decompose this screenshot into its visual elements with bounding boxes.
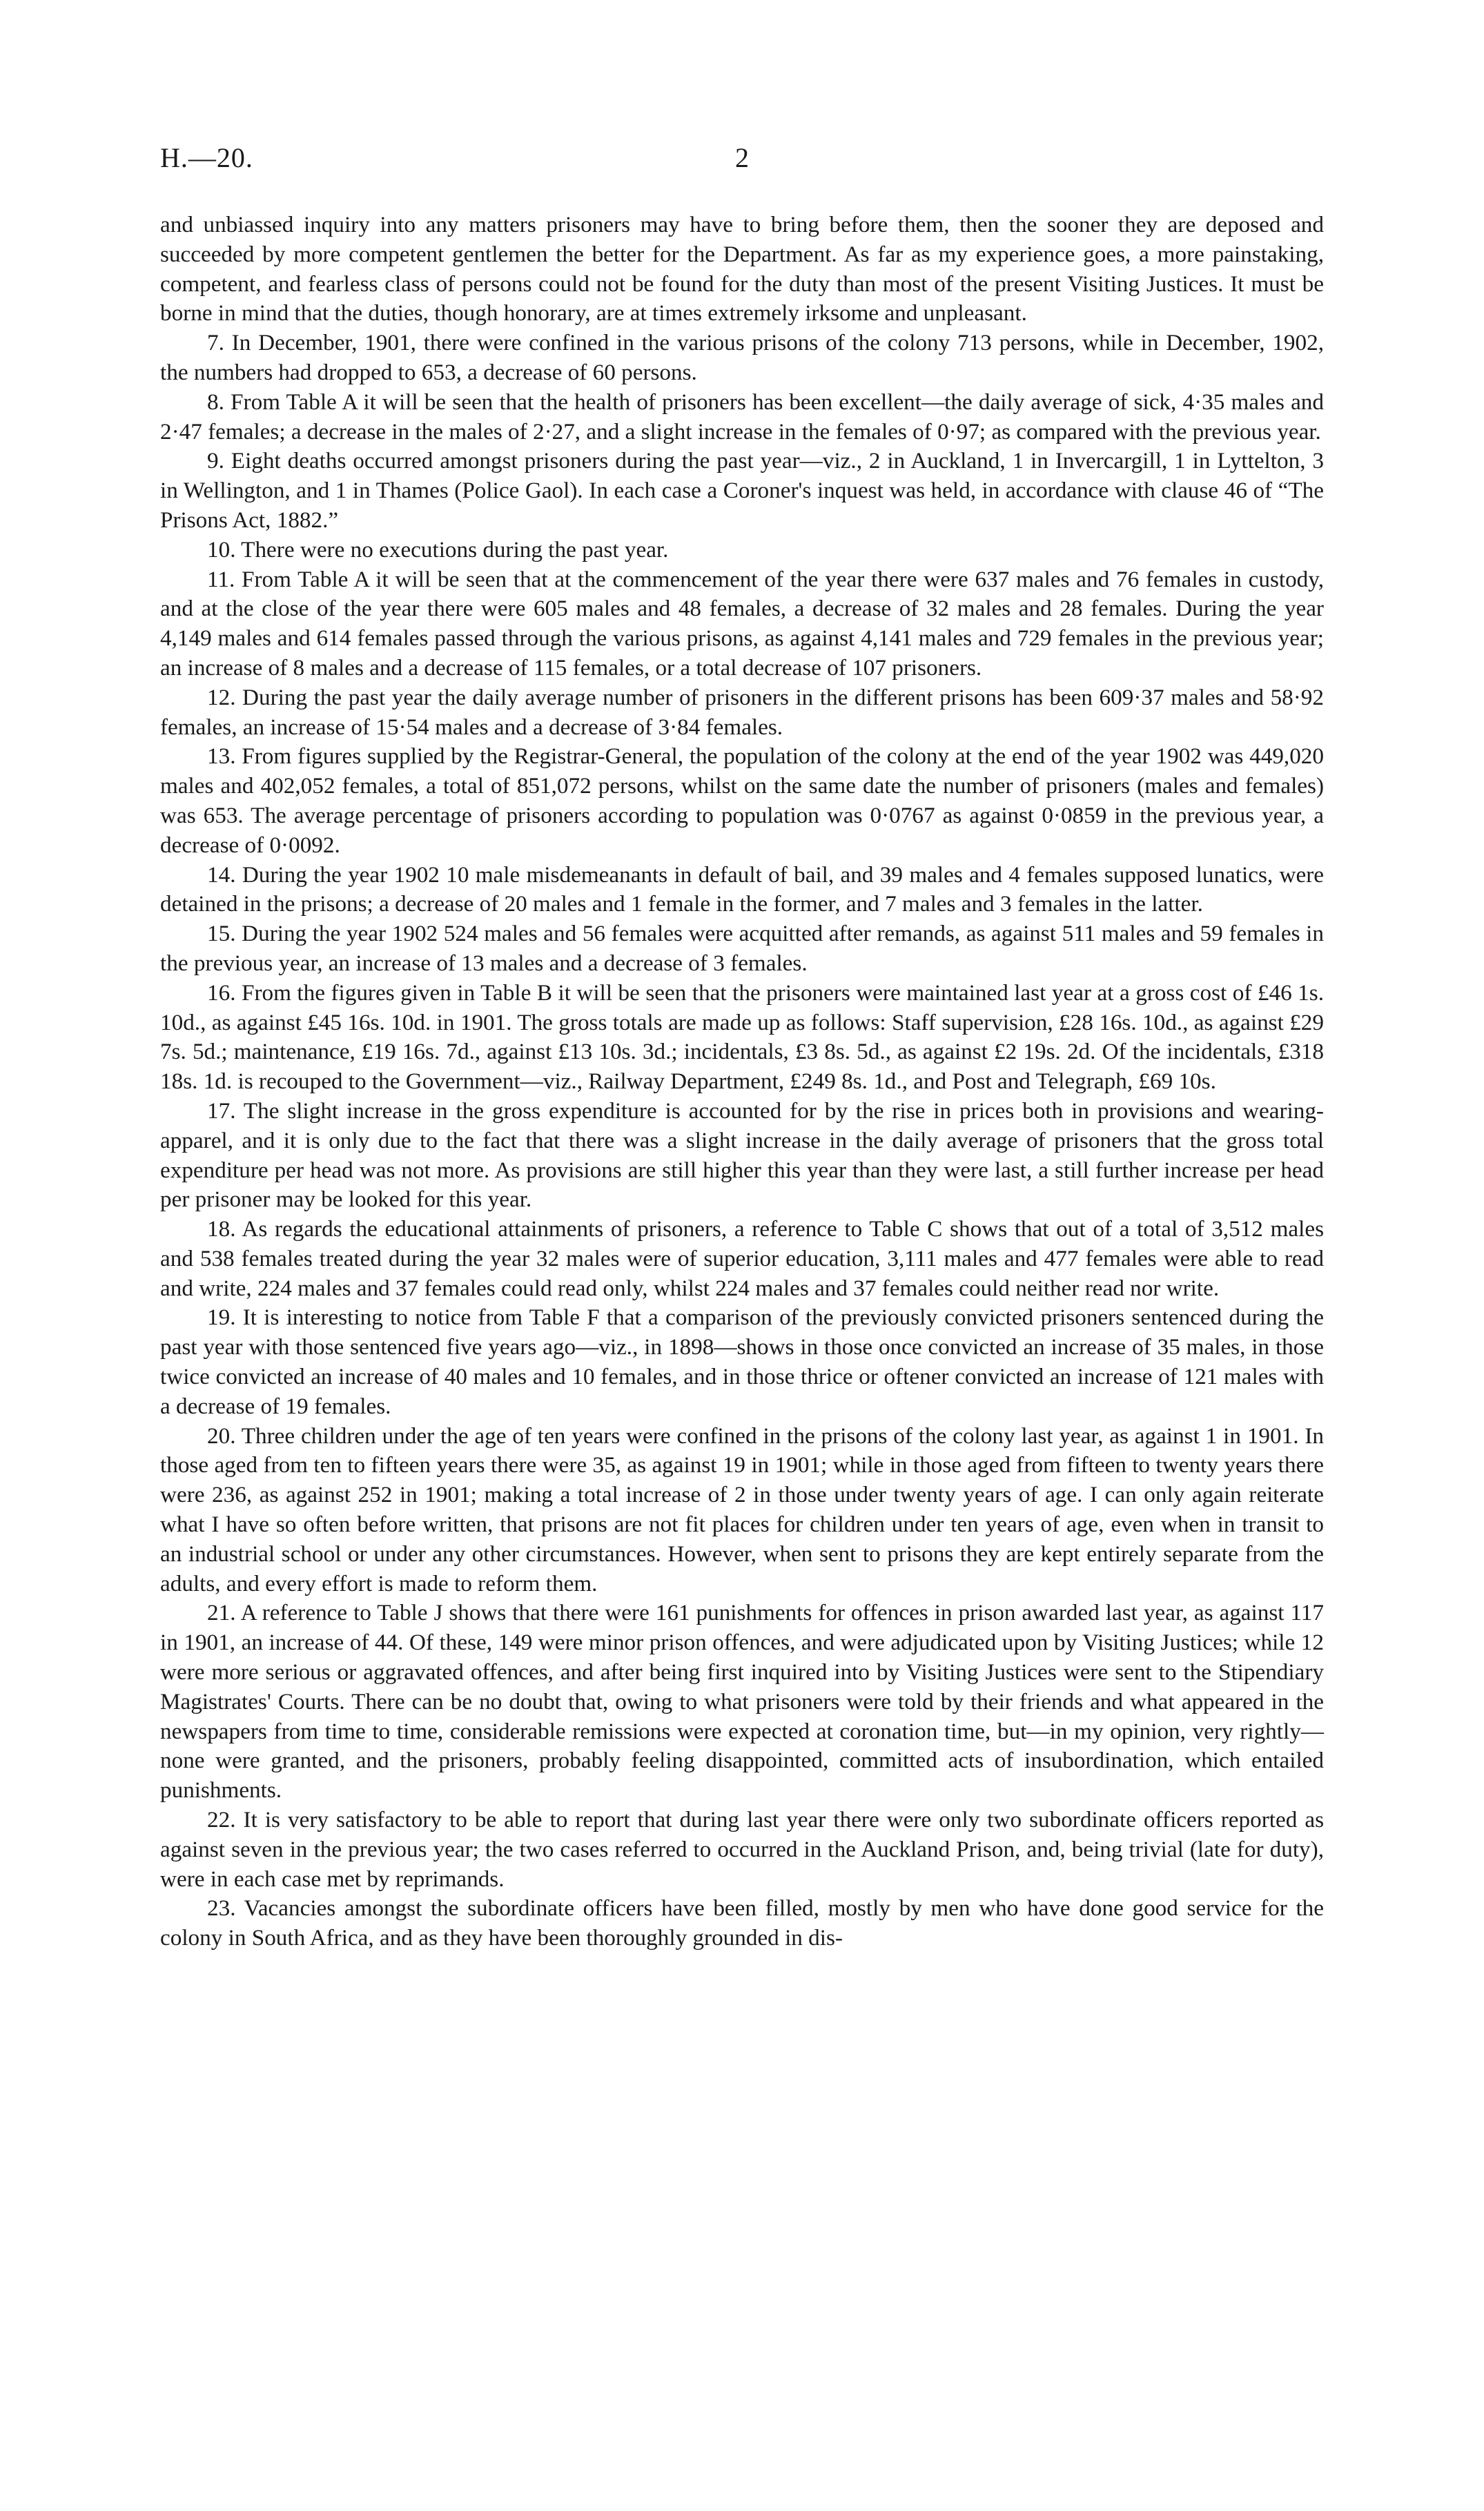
page-header	[160, 141, 1324, 183]
paragraph-continuation: and unbiassed inquiry into any matters prisoners may have to bring before them, then the sooner they are deposed and succeeded by more competent gentlemen the better for the Department. As far as my experience goes, a more painstaking, competent, and fearless class of persons could not be found for the duty than most of the present Visiting Justices. It must be borne in mind that the duties, though honorary, are at times extremely irksome and unpleasant.	[160, 212, 1324, 326]
paragraph-22: 22. It is very satisfactory to be able to report that during last year there were only two subordinate officers reported as against seven in the previous year; the two cases referred to occurred in the Auckland Prison, and, being trivial (late for duty), were in each case met by reprimands.	[160, 1807, 1324, 1892]
paragraph-23: 23. Vacancies amongst the subordinate officers have been filled, mostly by men who have done good service for the colony in South Africa, and as they have been thoroughly grounded in dis-	[160, 1895, 1324, 1951]
page-number: 2	[735, 142, 749, 173]
paragraph-13: 13. From figures supplied by the Registrar-General, the population of the colony at the end of the year 1902 was 449,020 males and 402,052 females, a total of 851,072 persons, whilst on the same date the number of prisoners (males and females) was 653. The average percentage of prisoners according to population was 0·0767 as against 0·0859 in the previous year, a decrease of 0·0092.	[160, 743, 1324, 858]
paragraph-16: 16. From the figures given in Table B it will be seen that the prisoners were maintained last year at a gross cost of £46 1s. 10d., as against £45 16s. 10d. in 1901. The gross totals are made up as follows: Staff supervision, £28 16s. 10d., as against £29 7s. 5d.; maintenance, £19 16s. 7d., against £13 10s. 3d.; incidentals, £3 8s. 5d., as against £2 19s. 2d. Of the incidentals, £318 18s. 1d. is recouped to the Government—viz., Railway Department, £249 8s. 1d., and Post and Telegraph, £69 10s.	[160, 979, 1324, 1095]
paragraph-7: 7. In December, 1901, there were confined in the various prisons of the colony 713 persons, while in December, 1902, the numbers had dropped to 653, a decrease of 60 persons.	[160, 330, 1324, 385]
paragraph-12: 12. During the past year the daily average number of prisoners in the different prisons has been 609·37 males and 58·92 females, an increase of 15·54 males and a decrease of 3·84 females.	[160, 684, 1324, 740]
paragraph-14: 14. During the year 1902 10 male misdemeanants in default of bail, and 39 males and 4 females supposed lunatics, were detained in the prisons; a decrease of 20 males and 1 female in the former, and 7 males and 3 females in the latter.	[160, 861, 1324, 917]
paragraph-10: 10. There were no executions during the past year.	[207, 536, 669, 563]
paragraph-19: 19. It is interesting to notice from Table F that a comparison of the previously convicted prisoners sentenced during the past year with those sentenced five years ago—viz., in 1898—shows in those once convicted an increase of 35 males, in those twice convicted an increase of 40 males and 10 females, and in those thrice or oftener convicted an increase of 121 males with a decrease of 19 females.	[160, 1305, 1324, 1419]
paragraph-9: 9. Eight deaths occurred amongst prisoners during the past year—viz., 2 in Auckland, 1 in Invercargill, 1 in Lyttelton, 3 in Wellington, and 1 in Thames (Police Gaol). In each case a Coroner's inquest was held, in accordance with clause 46 of “The Prisons Act, 1882.”	[160, 448, 1324, 533]
paragraph-17: 17. The slight increase in the gross expenditure is accounted for by the rise in prices both in provisions and wearing-apparel, and it is only due to the fact that there was a slight increase in the daily average of prisoners that the gross total expenditure per head was not more. As provisions are still higher this year than they were last, a still further increase per head per prisoner may be looked for this year.	[160, 1097, 1324, 1213]
paragraph-18: 18. As regards the educational attainments of prisoners, a reference to Table C shows that out of a total of 3,512 males and 538 females treated during the year 32 males were of superior education, 3,111 males and 477 females were able to read and write, 224 males and 37 females could read only, whilst 224 males and 37 females could neither read nor write.	[160, 1216, 1324, 1301]
body-text	[160, 211, 1324, 1953]
paragraph-15: 15. During the year 1902 524 males and 56 females were acquitted after remands, as against 511 males and 59 females in the previous year, an increase of 13 males and a decrease of 3 females.	[160, 921, 1324, 976]
document-reference: H.—20.	[160, 142, 253, 173]
paragraph-20: 20. Three children under the age of ten years were confined in the prisons of the colony last year, as against 1 in 1901. In those aged from ten to fifteen years there were 35, as against 19 in 1901; while in those aged from fifteen to twenty years there were 236, as against 252 in 1901; making a total increase of 2 in those under twenty years of age. I can only again reiterate what I have so often before written, that prisons are not fit places for children under ten years of age, even when in transit to an industrial school or under any other circumstances. However, when sent to prisons they are kept entirely separate from the adults, and every effort is made to reform them.	[160, 1423, 1324, 1596]
paragraph-11: 11. From Table A it will be seen that at the commencement of the year there were 637 males and 76 females in custody, and at the close of the year there were 605 males and 48 females, a decrease of 32 males and 28 females. During the year 4,149 males and 614 females passed through the various prisons, as against 4,141 males and 729 females in the previous year; an increase of 8 males and a decrease of 115 females, or a total decrease of 107 prisoners.	[160, 566, 1324, 681]
paragraph-21: 21. A reference to Table J shows that there were 161 punishments for offences in prison awarded last year, as against 117 in 1901, an increase of 44. Of these, 149 were minor prison offences, and were adjudicated upon by Visiting Justices; while 12 were more serious or aggravated offences, and after being first inquired into by Visiting Justices were sent to the Stipendiary Magistrates' Courts. There can be no doubt that, owing to what prisoners were told by their friends and what appeared in the newspapers from time to time, considerable remissions were expected at coronation time, but—in my opinion, very rightly—none were granted, and the prisoners, probably feeling disappointed, committed acts of insubordination, which entailed punishments.	[160, 1600, 1324, 1804]
paragraph-8: 8. From Table A it will be seen that the health of prisoners has been excellent—the daily average of sick, 4·35 males and 2·47 females; a decrease in the males of 2·27, and a slight increase in the females of 0·97; as compared with the previous year.	[160, 389, 1324, 444]
